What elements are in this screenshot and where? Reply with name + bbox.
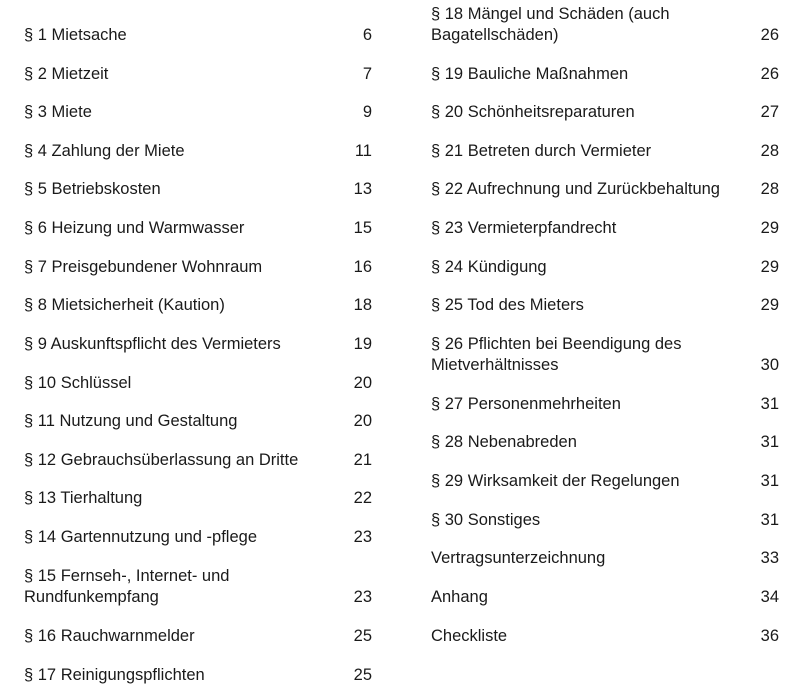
toc-entry-title: § 13 Tierhaltung bbox=[24, 489, 143, 507]
toc-entry-title: § 14 Gartennutzung und -pflege bbox=[24, 528, 258, 546]
toc-entry-title: § 22 Aufrechnung und Zurückbehaltung bbox=[431, 180, 720, 198]
toc-entry-page: 29 bbox=[760, 258, 779, 276]
toc-entry-page: 31 bbox=[760, 472, 779, 490]
toc-entry-page: 27 bbox=[760, 103, 779, 121]
toc-entry[interactable] bbox=[431, 64, 779, 85]
toc-entry-page: 29 bbox=[760, 296, 779, 314]
toc-entry[interactable] bbox=[431, 141, 779, 162]
toc-entry[interactable] bbox=[24, 141, 372, 162]
toc-entry-page: 25 bbox=[353, 666, 372, 684]
toc-entry[interactable] bbox=[431, 102, 779, 123]
toc-entry-page: 9 bbox=[362, 103, 372, 121]
toc-entry-page: 23 bbox=[353, 588, 372, 606]
toc-entry-title: § 20 Schönheitsreparaturen bbox=[431, 103, 635, 121]
toc-entry[interactable] bbox=[431, 548, 779, 569]
toc-entry-page: 26 bbox=[760, 65, 779, 83]
toc-entry-title: § 12 Gebrauchsüberlassung an Dritte bbox=[24, 451, 299, 469]
toc-entry-page: 15 bbox=[353, 219, 372, 237]
toc-entry[interactable] bbox=[431, 394, 779, 415]
toc-entry[interactable] bbox=[24, 411, 372, 432]
toc-entry-title: § 7 Preisgebundener Wohnraum bbox=[24, 258, 263, 276]
toc-entry[interactable] bbox=[24, 527, 372, 548]
toc-entry[interactable] bbox=[24, 218, 372, 239]
toc-entry-title: § 9 Auskunftspflicht des Vermieters bbox=[24, 335, 281, 353]
toc-entry-page: 31 bbox=[760, 395, 779, 413]
toc-entry-page: 36 bbox=[760, 627, 779, 645]
toc-entry-page: 18 bbox=[353, 296, 372, 314]
toc-entry[interactable] bbox=[431, 4, 779, 46]
toc-entry[interactable] bbox=[24, 334, 372, 355]
toc-entry-page: 7 bbox=[362, 65, 372, 83]
toc-entry-title: § 3 Miete bbox=[24, 103, 92, 121]
toc-entry-page: 34 bbox=[760, 588, 779, 606]
toc-entry-title: Anhang bbox=[431, 588, 488, 606]
toc-entry[interactable] bbox=[431, 510, 779, 531]
toc-entry[interactable] bbox=[24, 488, 372, 509]
toc-entry-title: § 15 Fernseh-, Internet- und Rundfunkempfang bbox=[24, 567, 230, 606]
toc-entry[interactable] bbox=[431, 432, 779, 453]
toc-entry[interactable] bbox=[24, 179, 372, 200]
toc-entry-page: 30 bbox=[760, 356, 779, 374]
toc-entry[interactable] bbox=[431, 471, 779, 492]
toc-entry-page: 33 bbox=[760, 549, 779, 567]
toc-entry[interactable] bbox=[24, 25, 372, 46]
toc-entry[interactable] bbox=[431, 257, 779, 278]
toc-entry[interactable] bbox=[24, 295, 372, 316]
toc-entry-title: § 30 Sonstiges bbox=[431, 511, 541, 529]
toc-entry-page: 31 bbox=[760, 433, 779, 451]
toc-entry-page: 20 bbox=[353, 374, 372, 392]
toc-entry[interactable] bbox=[431, 179, 779, 200]
toc-entry-title: Vertragsunterzeichnung bbox=[431, 549, 606, 567]
toc-entry[interactable] bbox=[24, 257, 372, 278]
toc-entry-page: 21 bbox=[353, 451, 372, 469]
toc-entry-page: 29 bbox=[760, 219, 779, 237]
toc-entry-page: 23 bbox=[353, 528, 372, 546]
toc-entry-title: § 4 Zahlung der Miete bbox=[24, 142, 185, 160]
toc-entry-page: 16 bbox=[353, 258, 372, 276]
toc-entry-title: § 25 Tod des Mieters bbox=[431, 296, 584, 314]
toc-entry-title: § 16 Rauchwarnmelder bbox=[24, 627, 195, 645]
toc-entry-page: 6 bbox=[362, 26, 372, 44]
toc-entry-title: § 18 Mängel und Schäden (auch Bagatellschäden) bbox=[431, 5, 670, 44]
toc-entry-title: § 23 Vermieterpfandrecht bbox=[431, 219, 617, 237]
toc-entry-title: § 19 Bauliche Maßnahmen bbox=[431, 65, 629, 83]
toc-entry-title: § 1 Mietsache bbox=[24, 26, 127, 44]
toc-entry[interactable] bbox=[24, 64, 372, 85]
toc-entry-title: § 2 Mietzeit bbox=[24, 65, 109, 83]
toc-entry-title: § 24 Kündigung bbox=[431, 258, 547, 276]
toc-entry-page: 22 bbox=[353, 489, 372, 507]
toc-entry-title: § 11 Nutzung und Gestaltung bbox=[24, 412, 238, 430]
toc-entry[interactable] bbox=[24, 373, 372, 394]
toc-entry-title: § 29 Wirksamkeit der Regelungen bbox=[431, 472, 680, 490]
toc-entry-title: § 10 Schlüssel bbox=[24, 374, 132, 392]
toc-entry-title: § 5 Betriebskosten bbox=[24, 180, 161, 198]
toc-entry-title: Checkliste bbox=[431, 627, 508, 645]
toc-entry-page: 26 bbox=[760, 26, 779, 44]
toc-entry[interactable] bbox=[24, 102, 372, 123]
toc-entry-title: § 17 Reinigungspflichten bbox=[24, 666, 205, 684]
toc-entry-page: 19 bbox=[353, 335, 372, 353]
toc-entry-page: 28 bbox=[760, 142, 779, 160]
toc-entry[interactable] bbox=[431, 295, 779, 316]
toc-entry-page: 20 bbox=[353, 412, 372, 430]
toc-entry[interactable] bbox=[431, 218, 779, 239]
toc-entry-title: § 6 Heizung und Warmwasser bbox=[24, 219, 245, 237]
toc-entry-page: 31 bbox=[760, 511, 779, 529]
toc-entry[interactable] bbox=[431, 587, 779, 608]
toc-entry[interactable] bbox=[24, 566, 372, 608]
toc-entry-title: § 26 Pflichten bei Beendigung des Mietverhältnisses bbox=[431, 335, 682, 374]
toc-entry-title: § 28 Nebenabreden bbox=[431, 433, 577, 451]
toc-entry-title: § 21 Betreten durch Vermieter bbox=[431, 142, 652, 160]
toc-entry[interactable] bbox=[431, 626, 779, 647]
toc-entry-page: 13 bbox=[353, 180, 372, 198]
toc-entry[interactable] bbox=[431, 334, 779, 376]
toc-entry-page: 25 bbox=[353, 627, 372, 645]
toc-entry-title: § 27 Personenmehrheiten bbox=[431, 395, 621, 413]
toc-entry[interactable] bbox=[24, 450, 372, 471]
toc-entry[interactable] bbox=[24, 626, 372, 647]
toc-entry-page: 28 bbox=[760, 180, 779, 198]
toc-entry-title: § 8 Mietsicherheit (Kaution) bbox=[24, 296, 225, 314]
toc-entry-page: 11 bbox=[354, 142, 372, 160]
toc-entry[interactable] bbox=[24, 665, 372, 686]
